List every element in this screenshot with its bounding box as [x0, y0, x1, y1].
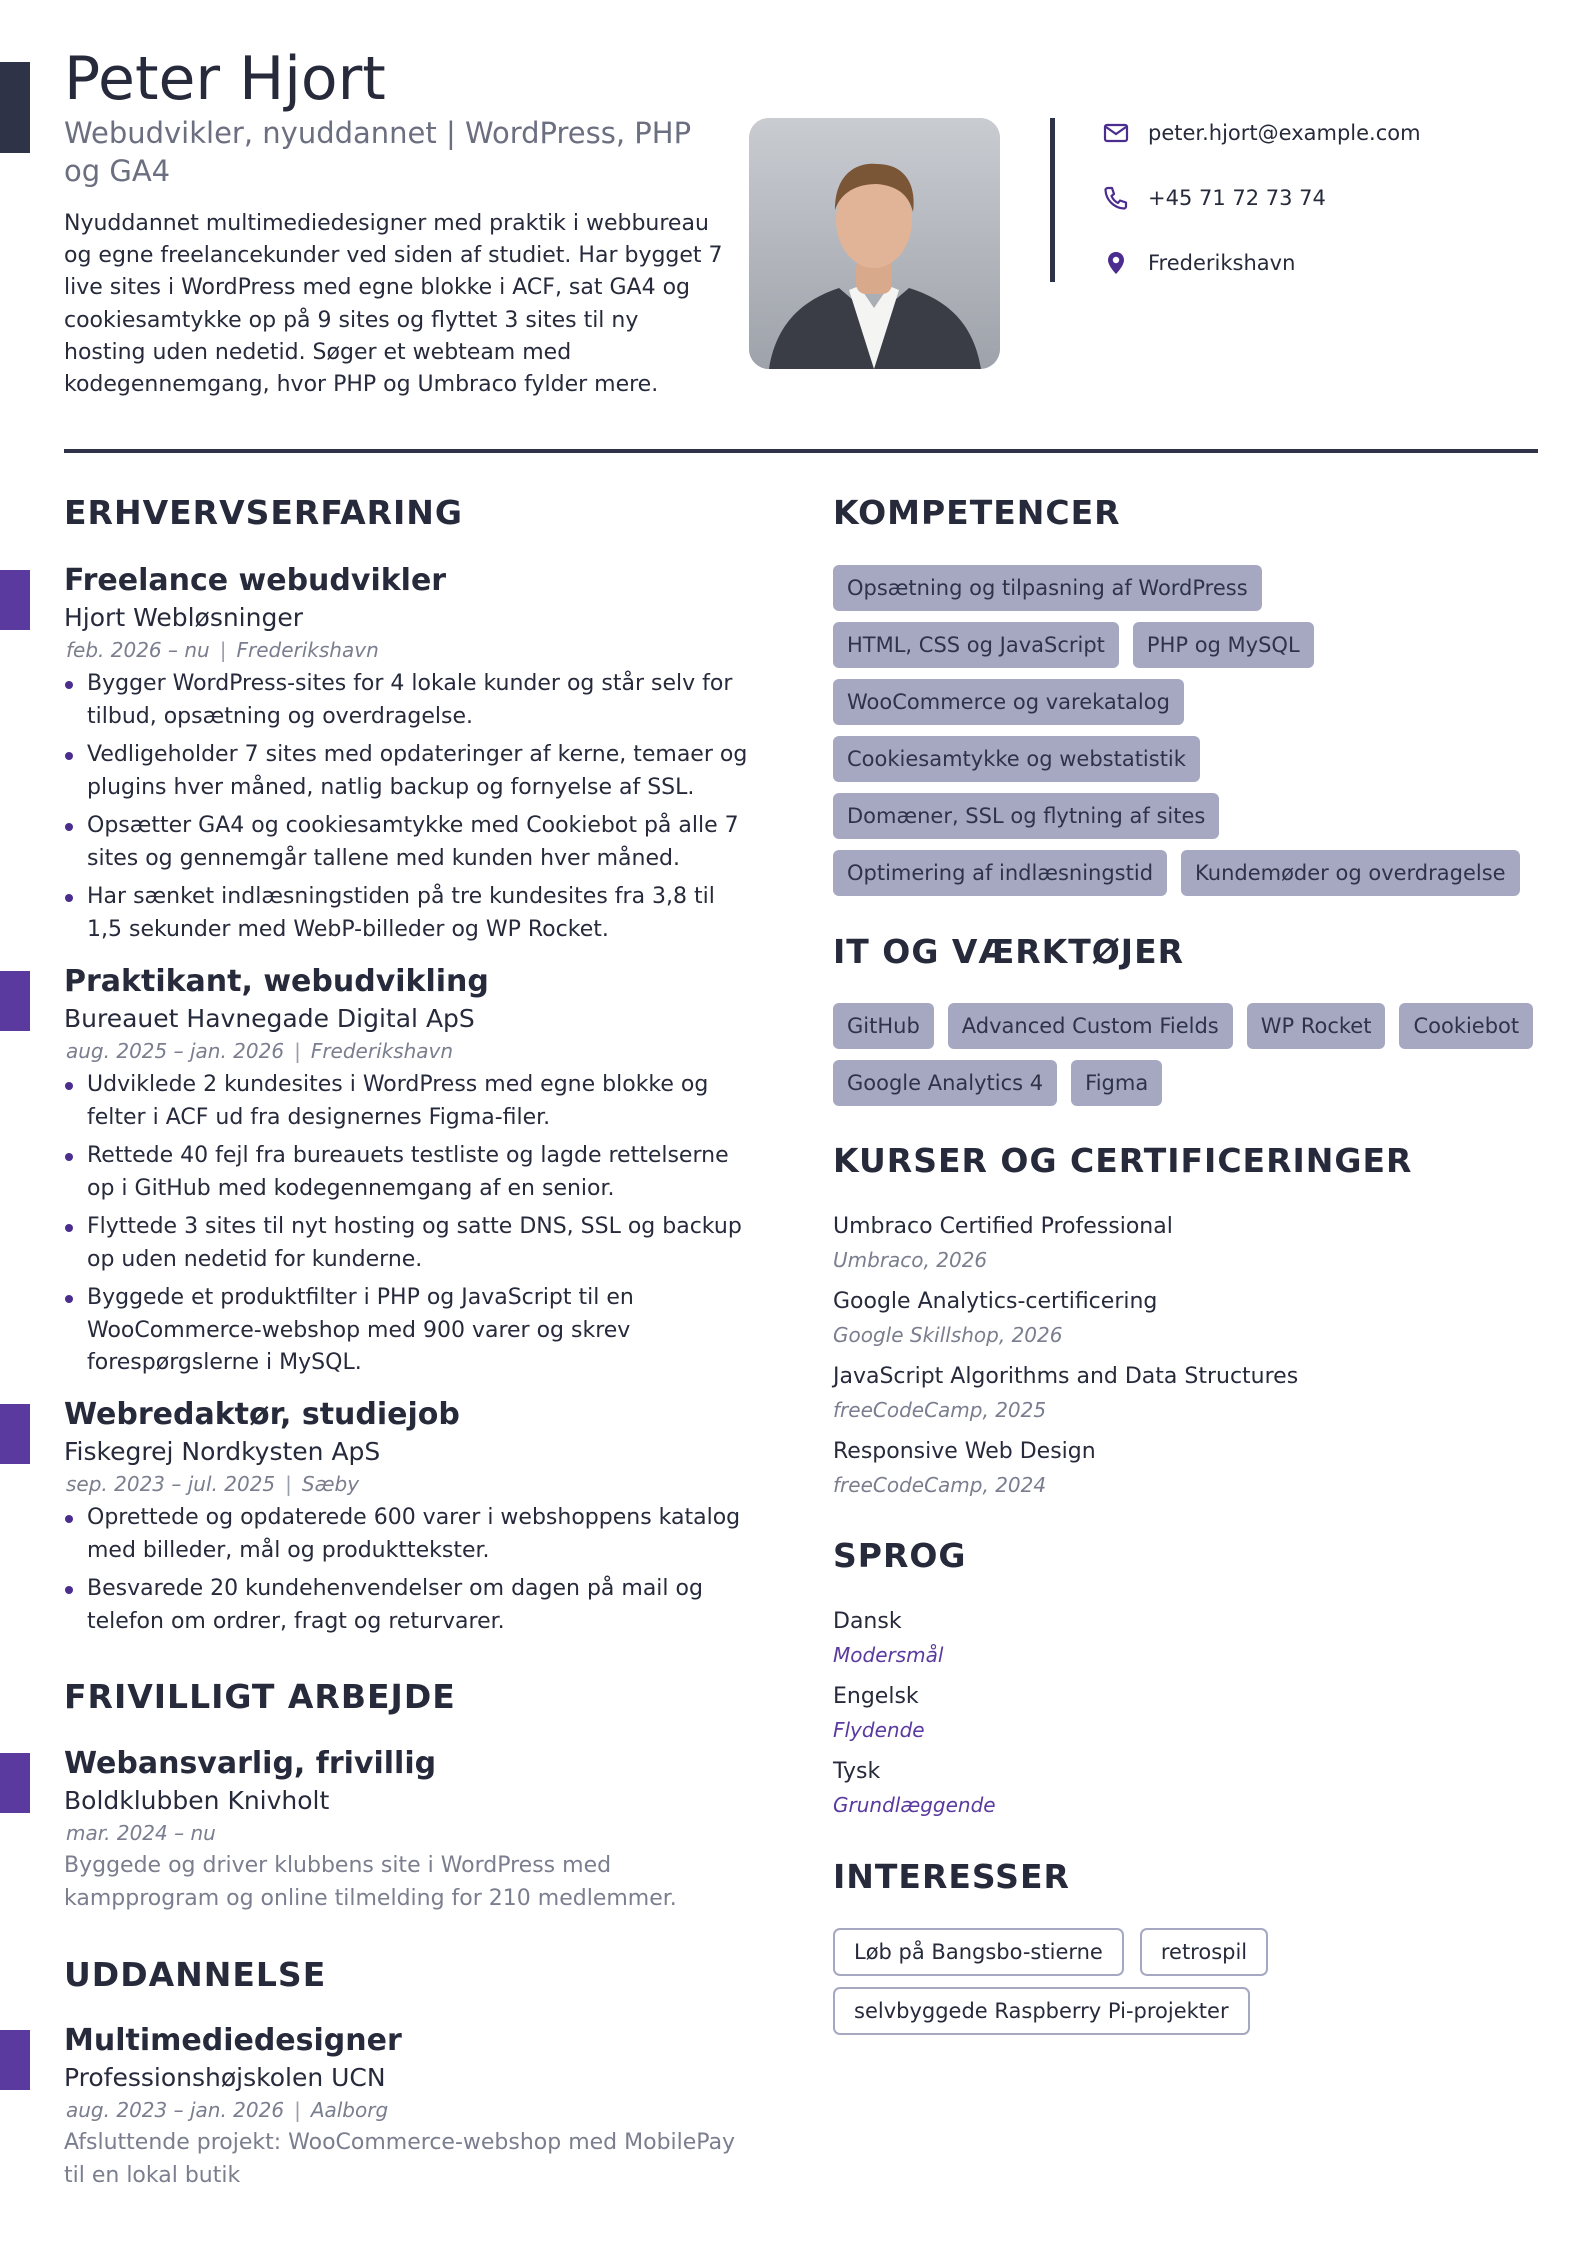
phone-icon: [1102, 184, 1130, 212]
skill-chip: Kundemøder og overdragelse: [1181, 850, 1520, 896]
job-meta: [66, 1472, 359, 1496]
skill-chip: Opsætning og tilpasning af WordPress: [833, 565, 1262, 611]
language-name: Tysk: [833, 1759, 881, 1784]
section-title-skills: KOMPETENCER: [833, 493, 1121, 532]
job-bullets: [64, 668, 754, 952]
bullet-item: Besvarede 20 kundehenvendelser om dagen på mail og telefon om ordrer, fragt og returvarer.: [64, 1573, 754, 1638]
interest-chip: selvbyggede Raspberry Pi-projekter: [833, 1987, 1250, 2035]
interest-chip: retrospil: [1140, 1928, 1268, 1976]
skill-chip: WooCommerce og varekatalog: [833, 679, 1184, 725]
section-title-courses: KURSER OG CERTIFICERINGER: [833, 1141, 1413, 1180]
bullet-item: Oprettede og opdaterede 600 varer i webshoppens katalog med billeder, mål og produkttekster.: [64, 1502, 754, 1567]
bullet-item: Opsætter GA4 og cookiesamtykke med Cookiebot på alle 7 sites og gennemgår tallene med kunden hver måned.: [64, 810, 754, 875]
job-title: Webredaktør, studiejob: [64, 1397, 460, 1432]
skill-row: [833, 793, 1219, 839]
job-meta: [66, 1039, 453, 1063]
candidate-name: Peter Hjort: [64, 44, 386, 114]
course-meta: Umbraco, 2026: [833, 1248, 988, 1272]
tool-chip: GitHub: [833, 1003, 934, 1049]
skill-row: [833, 679, 1184, 725]
course-meta: Google Skillshop, 2026: [833, 1323, 1063, 1347]
tool-chip: Figma: [1071, 1060, 1162, 1106]
tool-chip: WP Rocket: [1247, 1003, 1386, 1049]
job-dates: feb. 2026 – nu: [66, 638, 210, 662]
contact-location: [1102, 249, 1295, 277]
job-company: Hjort Webløsninger: [64, 603, 304, 632]
interest-chip: Løb på Bangsbo-stierne: [833, 1928, 1124, 1976]
location-pin-icon: [1102, 249, 1130, 277]
header-accent-bar: [0, 62, 30, 153]
bullet-item: Flyttede 3 sites til nyt hosting og satte DNS, SSL og backup op uden nedetid for kunderne.: [64, 1211, 754, 1276]
education-school: Professionshøjskolen UCN: [64, 2063, 386, 2092]
contact-email[interactable]: [1102, 119, 1421, 147]
language-level: Grundlæggende: [833, 1793, 996, 1817]
bullet-item: Har sænket indlæsningstiden på tre kundesites fra 3,8 til 1,5 sekunder med WebP-billeder og WP Rocket.: [64, 881, 754, 946]
section-title-education: UDDANNELSE: [64, 1955, 327, 1994]
course-name: JavaScript Algorithms and Data Structures: [833, 1364, 1299, 1389]
job-accent-bar: [0, 1753, 30, 1813]
section-title-tools: IT OG VÆRKTØJER: [833, 932, 1185, 971]
volunteer-org: Boldklubben Knivholt: [64, 1786, 330, 1815]
tool-chip: Google Analytics 4: [833, 1060, 1057, 1106]
education-meta: [66, 2098, 388, 2122]
skill-row: [833, 565, 1262, 611]
tool-chip: Cookiebot: [1399, 1003, 1533, 1049]
meta-separator: |: [294, 2098, 301, 2122]
mail-icon: [1102, 119, 1130, 147]
contact-divider: [1050, 118, 1055, 282]
section-title-experience: ERHVERVSERFARING: [64, 493, 464, 532]
course-meta: freeCodeCamp, 2024: [833, 1473, 1047, 1497]
job-accent-bar: [0, 971, 30, 1031]
meta-separator: |: [294, 1039, 301, 1063]
job-accent-bar: [0, 570, 30, 630]
skill-chip: Cookiesamtykke og webstatistik: [833, 736, 1200, 782]
contact-phone[interactable]: [1102, 184, 1326, 212]
section-title-interests: INTERESSER: [833, 1857, 1070, 1896]
language-name: Dansk: [833, 1609, 902, 1634]
course-name: Google Analytics-certificering: [833, 1289, 1158, 1314]
section-title-volunteer: FRIVILLIGT ARBEJDE: [64, 1677, 456, 1716]
interest-row: [833, 1928, 1268, 1976]
education-degree: Multimediedesigner: [64, 2023, 402, 2058]
job-bullets: [64, 1069, 754, 1386]
job-bullets: [64, 1502, 754, 1644]
tool-chip: Advanced Custom Fields: [948, 1003, 1233, 1049]
job-location: Sæby: [301, 1472, 360, 1496]
skill-chip: Optimering af indlæsningstid: [833, 850, 1167, 896]
education-location: Aalborg: [310, 2098, 389, 2122]
bullet-item: Rettede 40 fejl fra bureauets testliste og lagde rettelserne op i GitHub med kodegennemgang af en senior.: [64, 1140, 754, 1205]
section-title-languages: SPROG: [833, 1536, 967, 1575]
language-level: Flydende: [833, 1718, 925, 1742]
skill-chip: Domæner, SSL og flytning af sites: [833, 793, 1219, 839]
education-description: Afsluttende projekt: WooCommerce-webshop med MobilePay til en lokal butik: [64, 2130, 736, 2188]
meta-separator: |: [219, 638, 227, 662]
job-company: Fiskegrej Nordkysten ApS: [64, 1437, 381, 1466]
bullet-item: Vedligeholder 7 sites med opdateringer af kerne, temaer og plugins hver måned, natlig backup og fornyelse af SSL.: [64, 739, 754, 804]
profile-summary: Nyuddannet multimediedesigner med praktik i webbureau og egne freelancekunder ved siden af studiet. Har bygget 7 live sites i WordPress med egne blokke i ACF, sat GA4 og cookiesamtykke op på 9 sites og flyttet 3 sites til ny hosting uden nedetid. Søger et webteam med kodegennemgang, hvor PHP og Umbraco fylder mere.: [64, 211, 723, 398]
skill-chip: HTML, CSS og JavaScript: [833, 622, 1119, 668]
course-meta: freeCodeCamp, 2025: [833, 1398, 1047, 1422]
language-name: Engelsk: [833, 1684, 919, 1709]
course-name: Umbraco Certified Professional: [833, 1214, 1173, 1239]
candidate-headline: Webudvikler, nyuddannet | WordPress, PHP og GA4: [64, 116, 692, 188]
education-dates: aug. 2023 – jan. 2026: [66, 2098, 285, 2122]
job-title: Praktikant, webudvikling: [64, 964, 489, 999]
profile-photo: [749, 118, 1000, 369]
portrait-illustration: [749, 118, 1000, 369]
job-accent-bar: [0, 1404, 30, 1464]
volunteer-description: Byggede og driver klubbens site i WordPress med kampprogram og online tilmelding for 210 medlemmer.: [64, 1853, 677, 1911]
tool-row: [833, 1060, 1162, 1106]
bullet-item: Byggede et produktfilter i PHP og JavaScript til en WooCommerce-webshop med 900 varer og skrev forespørgslerne i MySQL.: [64, 1282, 754, 1380]
bullet-item: Bygger WordPress-sites for 4 lokale kunder og står selv for tilbud, opsætning og overdragelse.: [64, 668, 754, 733]
tool-row: [833, 1003, 1533, 1049]
meta-separator: |: [285, 1472, 292, 1496]
course-name: Responsive Web Design: [833, 1439, 1096, 1464]
volunteer-dates: mar. 2024 – nu: [66, 1821, 216, 1845]
job-location: Frederikshavn: [236, 638, 379, 662]
interest-row: [833, 1987, 1250, 2035]
skill-chip: PHP og MySQL: [1133, 622, 1314, 668]
skill-row: [833, 622, 1314, 668]
email-text: peter.hjort@example.com: [1148, 121, 1421, 145]
job-company: Bureauet Havnegade Digital ApS: [64, 1004, 475, 1033]
bullet-item: Udviklede 2 kundesites i WordPress med egne blokke og felter i ACF ud fra designernes Figma-filer.: [64, 1069, 754, 1134]
phone-text: +45 71 72 73 74: [1148, 186, 1326, 210]
skill-row: [833, 736, 1200, 782]
volunteer-role: Webansvarlig, frivillig: [64, 1746, 437, 1781]
job-meta: [66, 638, 379, 662]
job-title: Freelance webudvikler: [64, 563, 447, 598]
location-text: Frederikshavn: [1148, 251, 1296, 275]
skill-row: [833, 850, 1520, 896]
job-dates: sep. 2023 – jul. 2025: [66, 1472, 276, 1496]
job-accent-bar: [0, 2030, 30, 2090]
job-location: Frederikshavn: [310, 1039, 454, 1063]
language-level: Modersmål: [833, 1643, 944, 1667]
job-dates: aug. 2025 – jan. 2026: [66, 1039, 285, 1063]
header-divider: [64, 449, 1538, 453]
